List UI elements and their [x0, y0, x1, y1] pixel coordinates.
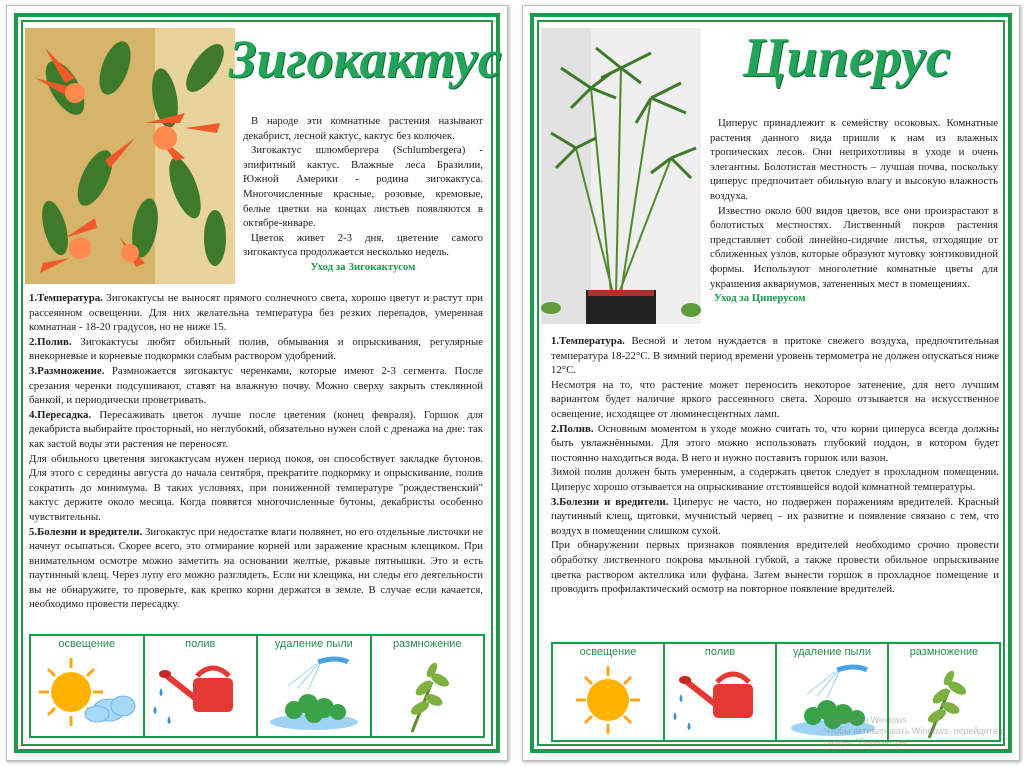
cutting-icon	[372, 652, 484, 736]
icon-cell-lighting	[553, 644, 665, 740]
icon-cell-watering	[665, 644, 777, 740]
care-heading: Уход за Зигокактусом	[310, 260, 416, 273]
icon-label: полив	[704, 646, 736, 658]
section-heading: 4.Пересадка.	[29, 408, 92, 421]
icon-cell-watering	[145, 636, 259, 736]
section-heading: 3.Размножение.	[29, 364, 105, 377]
section-heading: 3.Болезни и вредители.	[551, 495, 669, 508]
icon-label: размножение	[392, 638, 462, 650]
right-page	[522, 5, 1020, 761]
section-heading: 2.Полив.	[29, 335, 72, 348]
intro-paragraph: Цветок живет 2-3 дня, цветение самого зигокактуса продолжается несколько недель.	[243, 231, 483, 259]
icon-cell-dust	[258, 636, 372, 736]
care-body	[29, 291, 483, 612]
care-paragraph: Зимой полив должен быть умеренным, а содержать цветок следует в прохладном помещении. Циперус хорошо отзывается на опрыскивание отстоявшейся водой комнатной температуры.	[551, 466, 999, 493]
care-body	[551, 334, 999, 597]
sun-icon	[553, 660, 663, 740]
intro-paragraph: Известно около 600 видов цветов, все они произрастают в болотистых местностях. Лиственный покров растения представляет собой линейно-сидячие листья, отходящие от сближенных узлов, которые образуют мутовку зонтиковидной формы. Используют многолетние комнатные цветы для украшения аквариумов, затененных мест в помещениях.	[710, 204, 998, 290]
icon-label: освещение	[58, 638, 116, 650]
care-paragraph: 1.Температура. Весной и летом нуждается в притоке свежего воздуха, предпочтительная температура 18-22°С. В зимний период времени уровень термометра не должен опускаться ниже 12°С.	[551, 335, 999, 377]
section-heading: 1.Температура.	[551, 335, 625, 347]
section-heading: 5.Болезни и вредители.	[29, 525, 143, 538]
care-paragraph: Для обильного цветения зигокактусам нужен период покоя, он способствует закладке бутонов. Для этого с середины августа до начала сентября, прекратите подкормку и опрыскивание, полив сократить до минимума. В таких условиях, при пониженной температуре "рождественский" кактус держите около месяца. Когда появятся многочисленные бутоны, декабристы особенно чувствительны.	[29, 452, 483, 523]
intro-paragraph: Зигокактус шлюмбергера (Schlumbergera) - эпифитный кактус. Влажные леса Бразилии, Южной Америки - родина зигокактуса. Многочисленные красные, розовые, кремовые, белые цветки на концах листьев появляются в октябре-январе.	[243, 144, 483, 230]
page-title: Циперус	[743, 27, 951, 89]
icon-label: удаление пыли	[792, 646, 872, 658]
intro-paragraph: В народе эти комнатные растения называют декабрист, лесной кактус, кактус без колючек.	[243, 115, 483, 142]
care-paragraph: 3.Размножение. Размножается зигокактус черенками, которые имеют 2-3 сегмента. После срезания черенки подсушивают, ставят на влажную почву. Можно сверху закрыть стеклянной банкой, и периодически проветривать.	[29, 364, 483, 407]
intro-text	[243, 114, 483, 275]
care-paragraph: 3.Болезни и вредители. Циперус не часто, но подвержен поражениям вредителей. Красный паутинный клещ, щитовки, мучнистый червец – их развитие и появление связано с тем, что воздух в помещении слишком сухой.	[551, 495, 999, 537]
watering-can-icon	[145, 652, 257, 736]
icon-cell-lighting	[31, 636, 145, 736]
section-heading: 1.Температура.	[29, 292, 103, 304]
cyperus-photo	[541, 28, 701, 324]
page-title: Зигокактус	[229, 29, 502, 89]
intro-text	[710, 116, 998, 306]
watering-can-icon	[665, 660, 775, 740]
care-paragraph: Несмотря на то, что растение может переносить некоторое затенение, для него лучшим вариантом будет наличие яркого рассеянного света. Хорошо отзывается на искусственное освещение, исходящее от люминесцентных ламп.	[551, 378, 999, 420]
icon-label: освещение	[579, 646, 637, 658]
sun-icon	[31, 652, 143, 736]
care-paragraph: 2.Полив. Зигокактусы любят обильный полив, обмывания и опрыскивания, регулярные внекорневые и корневые подкормки слабым раствором удобрений.	[29, 335, 483, 363]
left-page	[6, 5, 508, 761]
care-paragraph: 5.Болезни и вредители. Зигокактус при недостатке влаги полвянет, но его отдельные листочки не начнут осыпаться. Скорее всего, это отмирание корней или заражение красным клещиком. При внимательном осмотре можно заметить на основании желтые, ржавые пятнышки. Это и есть паутинный клещ. Через лупу его можно разглядеть. Если ни клещика, ни следы его деятельности вы не обнаружите, то проверьте, как крепко корни держатся в земле. В случае если качается, необходимо провести пересадку.	[29, 525, 483, 611]
icon-label: удаление пыли	[274, 638, 353, 650]
care-paragraph: 4.Пересадка. Пересаживать цветок лучше после цветения (конец февраля). Горшок для декабриста выбирайте просторный, но неглубокий, обязательно нужен слой с дренажа на дне: так как застой воды эти растения не переносят.	[29, 408, 483, 450]
care-heading: Уход за Циперусом	[714, 292, 806, 305]
icon-label: размножение	[909, 646, 979, 658]
care-paragraph: 1.Температура. Зигокактусы не выносят прямого солнечного света, хорошо цветут и растут при рассеянном освещении. Для них желательна температура без резких перепадов, умеренная комнатная - 18-20 градусов, но не ниже 15.	[29, 292, 483, 334]
icon-cell-propagation	[372, 636, 484, 736]
care-icons-strip	[29, 634, 485, 738]
windows-activation-watermark: Активация Windows Чтобы активировать Windows, перейдите в раздел "Параметры".	[824, 715, 1005, 747]
intro-paragraph: Циперус принадлежит к семейству осоковых. Комнатные растения данного вида пришли к нам из влажных тропических лесов. Они неприхотливы в уходе и очень элегантны. Болотистая местность – лучшая почва, поскольку циперус предпочитает обильную влагу и высокую влажность воздуха.	[710, 117, 998, 202]
section-heading: 2.Полив.	[551, 422, 594, 435]
zygocactus-photo	[25, 28, 235, 284]
care-paragraph: 2.Полив. Основным моментом в уходе можно считать то, что корни циперуса всегда должны быть увлажнёнными. Для этого можно использовать глубокий поддон, в котором будет постоянно находиться вода. В него и нужно поставить горшок или вазон.	[551, 422, 999, 464]
spray-plant-icon	[258, 652, 370, 736]
icon-label: полив	[185, 638, 216, 650]
care-paragraph: При обнаружении первых признаков появления вредителей необходимо срочно провести обработку лиственного покрова мыльной губкой, а также провести обильное опрыскивание цветка раствором актеллика или фуфана. Затем вынести горшок в прохладное помещение и проводить профилактический осмотр на повторное появление вредителей.	[551, 539, 999, 596]
